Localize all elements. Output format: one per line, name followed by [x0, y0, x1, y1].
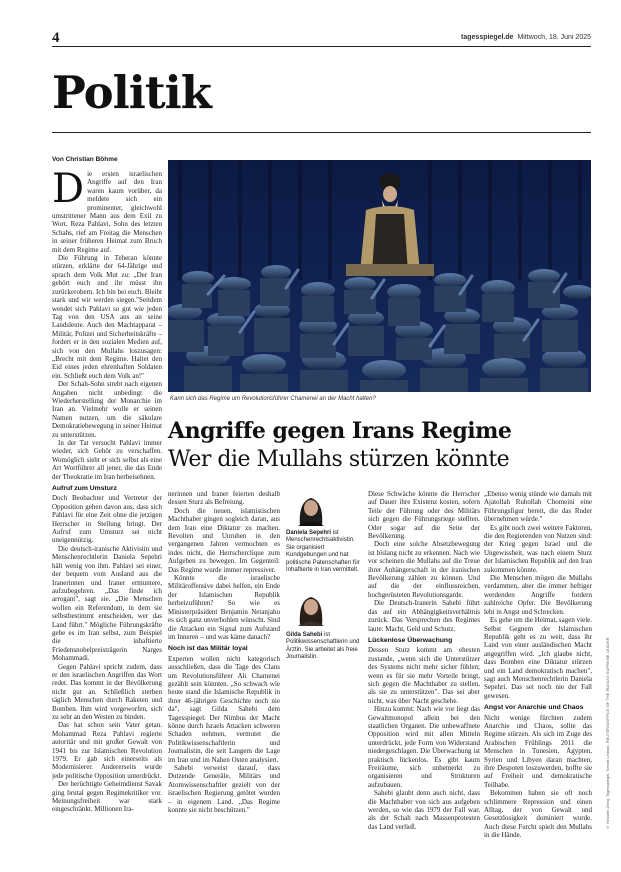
paragraph: Die Menschen mögen die Mullahs verdammen, aber die immer heftiger werdenden Angriffe fordern zahlreiche Opfer. Die Bevölkerung lebt in Angst und Schrecken. — [484, 574, 592, 616]
subheading: Aufruf zum Umsturz — [52, 485, 117, 493]
paragraph: Doch eine solche Absetzbewegung ist bislang nicht zu erkennen. Nach wie vor scheinen die Mullahs auf die Treue ihrer Anhängerschaft in der iranischen Bevölkerung zählen zu können. Und auf die der einflussreichen, hochgerüsteten Revolutionsgarde. — [368, 540, 480, 599]
column-2 — [168, 490, 280, 870]
paragraph: Hinzu kommt: Nach wie vor liegt das Gewaltmonopol allein bei den staatlichen Organen. Die unbewaffnete Opposition wird mit allen Mitteln unterdrückt, jede Form von Widerstand niedergeschlagen. Die Überwachung ist praktisch lückenlos. Es gibt kaum Freiräume, sich unbemerkt zu organisieren und Strukturen aufzubauen. — [368, 705, 480, 789]
paragraph: Doch die neuen, islamistischen Machthaber gingen sogleich daran, aus dem Iran eine Diktatur zu machen. Revolten und Unruhen in den vergangenen Jahren vermochten es indes nicht, die Herrscherclique zum Aufgeben zu bewegen. Im Gegenteil: Das Regime wurde immer repressiver. — [168, 506, 280, 574]
paragraph: Diese Schwäche könnte die Herrscher auf Dauer ihre Existenz kosten, sofern Teile der Führung oder des Militärs sich gegen die Führungsriege stellten. Oder sogar auf die Seite der Bevölkerung. — [368, 490, 480, 541]
paragraph: Es gehe um die Heimat, sagen viele. Selbst Gegnern der Islamischen Republik geht es zu weit, dass ihr Land von einer ausländischen Macht angegriffen wird. „Ich glaube nicht, dass Bomben eine Diktatur stürzen und ein Land demokratisch machen", sagt auch Menschenrechtlerin Daniela Sepehri. Das sei noch nie der Fall gewesen. — [484, 616, 592, 700]
headline: Angriffe gegen Irans Regime — [168, 418, 512, 444]
paragraph: Die Führung in Teheran könnte stürzen, erklärte der 64-Jährige und sprach dem Volk Mut zu: „Der Iran gehört euch und ihr müsst ihn zurückerobern. Ich bin bei euch. Bleibt stark und wir werden siegen."Seitdem wendet sich Pahlavi so gut wie jeden Tag von den USA aus an seine Landsleute. Auch den Machtapparat – Militär, Polizei und Sicherheitskräfte – fordert er in den sozialen Medien auf, sich von den Mullahs loszusagen: „Brecht mit dem Regime. Haltet den Eid eines jeden ehrenhaften Soldaten ein. Schließt euch dem Volk an!" — [52, 254, 162, 380]
article-photo — [168, 160, 591, 392]
column-3 — [368, 490, 480, 870]
publication-name: tagesspiegel.de — [461, 34, 514, 41]
subheading: Angst vor Anarchie und Chaos — [484, 704, 584, 712]
lead-text: ie ersten israelischen Angriffe auf den Iran waren kaum vorüber, da meldete sich ein prominenter, gleichwohl umstrittener Mann aus dem Exil zu Wort. Reza Pahlavi, Sohn des letzten Schahs, rief am Freitag die Menschen in seiner früheren Heimat zum Bruch mit dem Regime auf. — [52, 170, 162, 254]
portrait-daniela-sepehri — [286, 492, 336, 526]
subheadline: Wer die Mullahs stürzen könnte — [168, 447, 510, 472]
paragraph: In der Tat versucht Pahlavi immer wieder, sich Gehör zu verschaffen. Womöglich sieht er sich selbst als eine Art Wortführer all jener, die das Ende der Theokratie im Iran herbeisehnen. — [52, 439, 162, 481]
page-number: 4 — [52, 30, 60, 46]
bio-daniela-sepehri — [286, 530, 362, 574]
photo-credit: © Hossein Zeraj, Tagesspiegel, Nemat Leiman, REUTERS/OFFICE OF THE IRANIAN SUPREME LEADER — [605, 637, 610, 830]
paragraph: Könnte die israelische Militäroffensive dabei helfen, ein Ende der Islamischen Republik herbeizuführen? So wie es Ministerpräsident Benjamin Netanjahu es sich ganz unverhohlen wünscht. Sind die Attacken ein Signal zum Aufstand im Inneren – und was käme danach? — [168, 574, 280, 641]
masthead — [461, 34, 591, 41]
section-rule — [52, 132, 591, 133]
drop-cap: D — [52, 170, 85, 212]
subheading: Lückenlose Überwachung — [368, 636, 453, 644]
byline: Von Christian Böhme — [52, 156, 118, 163]
column-4 — [484, 490, 592, 870]
column-1 — [52, 170, 162, 870]
section-title: Politik — [52, 66, 211, 119]
paragraph: Nicht wenige fürchten zudem Anarchie und Chaos, sollte das Regime stürzen. Als sich im Zuge des Arabischen Frühlings 2011 die Menschen in Tunesien, Ägypten, Syrien und Libyen daran machten, ihre Despoten loszuwerden, hoffte sie auf Freiheit und demokratische Teilhabe. — [484, 713, 592, 789]
bio-text: ist Menschenrechtsaktivistin. Sie organisiert Kundgebungen und hat politische Patenschaften für Inhaftierte in Iran vermittelt. — [286, 530, 360, 574]
bio-name: Gilda Sahebi — [286, 632, 323, 638]
subheading: Noch ist das Militär loyal — [168, 645, 248, 653]
paragraph: Dessen Sturz kommt am ehesten zustande, „wenn sich die Unterstützer des Systems nicht mehr sicher fühlen; wenn es für sie mehr Vorteile bringt, sich gegen die Machthaber zu stellen, als sie zu unterstützen". Das sei aber nicht, was über Nacht geschehe. — [368, 646, 480, 705]
lead-paragraph — [52, 170, 162, 254]
paragraph: Experten wollen nicht kategorisch ausschließen, dass die Tage des Clans um Revolutionsführer Ali Chamenei gezählt sein könnten. „So schwach wie heute stand die Islamische Republik in ihrer 46-jährigen Geschichte noch nie da", sagt Gilda Sahebi dem Tagesspiegel. Der Nimbus der Macht könne durch Israels Attacken schweren Schaden nehmen, vermutet die Politikwissenschaftlerin und Journalistin, die seit Langem die Lage im Iran und im Nahen Osten analysiert. — [168, 654, 280, 764]
paragraph: Es gibt noch zwei weitere Faktoren, die den Regierenden von Nutzen sind: der Krieg gegen Israel und die Ungewissheit, was nach einem Sturz der Islamischen Republik auf den Iran zukommen könnte. — [484, 523, 592, 574]
paragraph: Das hat schon sein Vater getan. Mohammad Reza Pahlavi regierte autoritär und mit großer Gewalt von 1941 bis zur Islamischen Revolution 1979. Er gab sich einerseits als Modernisierer. Andererseits wurde jede politische Opposition unterdrückt. — [52, 721, 162, 780]
photo-caption: Kann sich das Regime um Revolutionsführer Chamenei an der Macht halten? — [170, 396, 376, 402]
paragraph: Doch Beobachter und Vertreter der Opposition gehen davon aus, dass sich Pahlavi für eine Zeit ohne die jetzigen Herrscher in Stellung bringt. Der Aufruf zum Umsturz sei nicht uneigennützig. — [52, 494, 162, 545]
bio-name: Daniela Sepehri — [286, 530, 332, 536]
paragraph: Bekommen haben sie oft noch schlimmere Repression und einen Alltag, der von Gewalt und Gesetzlosigkeit dominiert wurde. Auch diese Furcht spielt den Mullahs in die Hände. — [484, 789, 592, 840]
paragraph: „Ebenso wenig stünde wie damals mit Ajatollah Ruhollah Chomeini eine Führungsfigur bereit, die das Ruder übernehmen würde." — [484, 490, 592, 524]
paragraph: Gegen Pahlavi spricht zudem, dass er den israelischen Angriffen das Wort redet. Das kommt in der Bevölkerung nicht gut an. Schließlich sterben täglich Menschen durch Raketen und Bomben. Ihm wird vorgeworfen, sich zu sehr an den Westen zu binden. — [52, 662, 162, 721]
issue-date: Mittwoch, 18. Juni 2025 — [517, 34, 591, 41]
paragraph: Der Schah-Sohn strebt nach eigenen Angaben nicht unbedingt die Wiederherstellung der Monarchie im Iran an. Vielmehr wolle er seinen Namen nutzen, um die säkulare Demokratiebewegung in seiner Heimat zu unterstützen. — [52, 380, 162, 439]
paragraph: Sahebi glaubt denn auch nicht, dass die Machthaber von sich aus aufgeben werden, so wie das 1979 der Fall war, als der Schah nach Massenprotesten das Land verließ. — [368, 789, 480, 831]
paragraph: Die Deutsch-Iranerin Sahebi führt das auf ein Abhängigkeitsverhältnis zurück. Das Versprechen des Regimes laute: Macht, Geld und Schutz. — [368, 599, 480, 633]
bio-text: ist Politikwissenschaftlerin und Ärztin. Sie arbeitet als freie Journalistin. — [286, 632, 360, 661]
portrait-gilda-sahebi — [286, 592, 336, 626]
paragraph: nerinnen und Iraner feierten deshalb dessen Sturz als Befreiung. — [168, 490, 280, 507]
paragraph: Der berüchtigte Geheimdienst Savak ging brutal gegen Regimekritiker vor. Meinungsfreiheit war stark eingeschränkt. Millionen Ira- — [52, 780, 162, 814]
top-rule — [52, 46, 591, 47]
paragraph: Sahebi verweist darauf, dass Dutzende Generäle, Militärs und Atomwissenschaftler gezielt von der israelischen Regierung getötet wurden – in eigenem Land. „Das Regime konnte sie nicht beschützen." — [168, 764, 280, 815]
paragraph: Die deutsch-iranische Aktivistin und Menschenrechtlerin Daniela Sepehri hält wenig von ihm. Pahlavi sei einer, der bequem vom Ausland aus die Iranerinnen und Iraner ermuntere, aufzubegehren. „Das finde ich arrogant", sagt sie. „Die Menschen wollen ein Referendum, in dem sie selbstbestimmt entscheiden, wer das Land führt." Mögliche Führungskräfte gebe es im Iran selbst, zum Beispiel die inhaftierte Friedensnobelpreisträgerin Narges Mohammadi. — [52, 544, 162, 663]
bio-gilda-sahebi — [286, 632, 362, 662]
